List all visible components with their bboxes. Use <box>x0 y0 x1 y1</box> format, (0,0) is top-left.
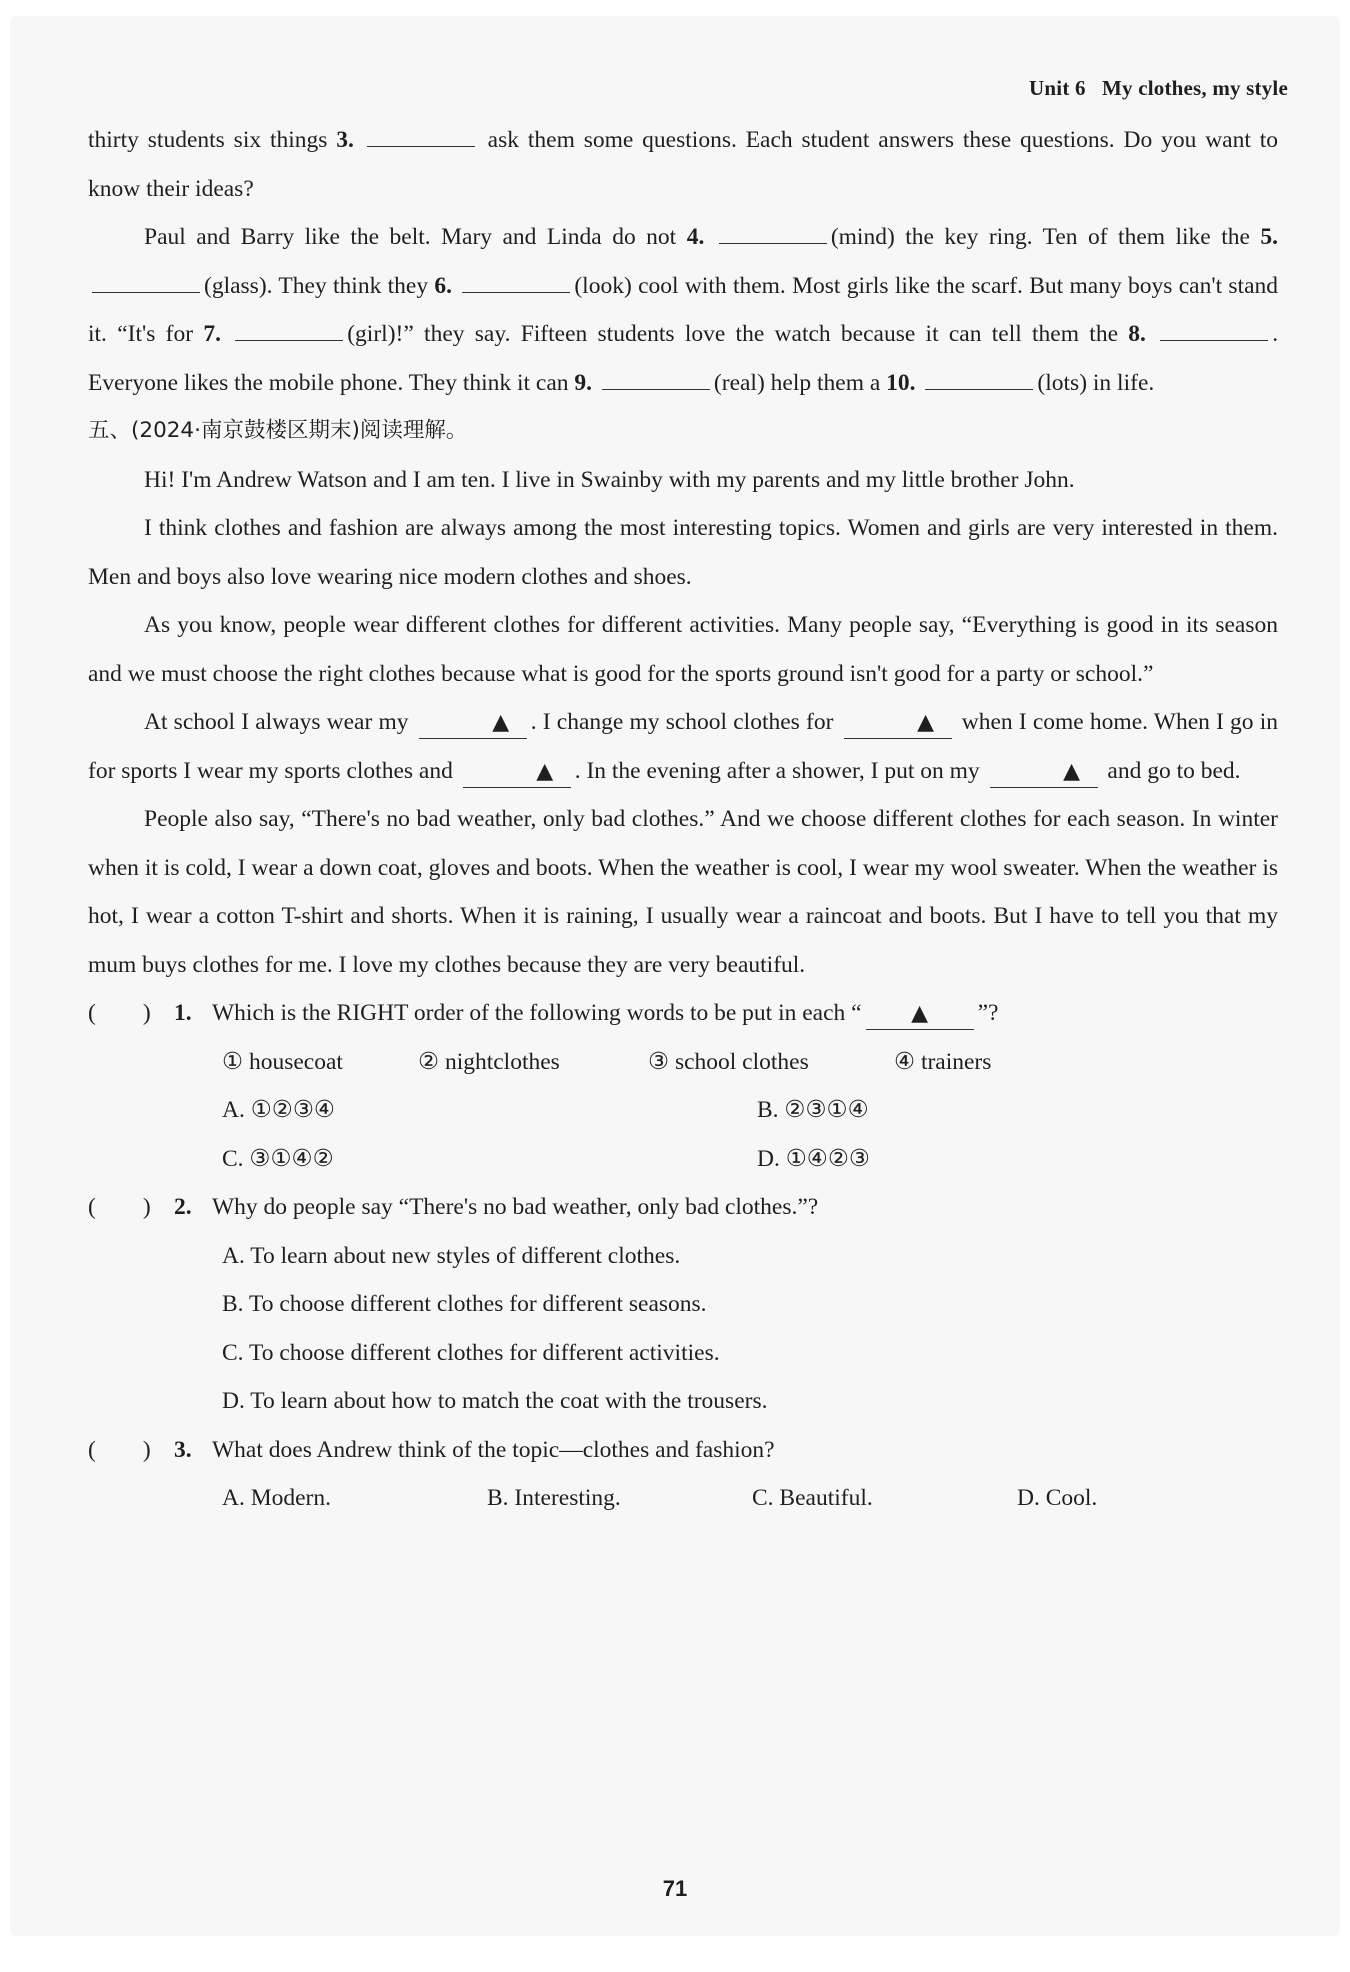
word-item: ① housecoat <box>222 1048 343 1075</box>
cloze-text: (girl)!” they say. Fifteen students love the watch because it can tell them the <box>347 321 1118 347</box>
answer-blank-4[interactable] <box>719 219 827 244</box>
reading-paragraph-5: People also say, “There's no bad weather, only bad clothes.” And we choose different clothes for each season. In winter when it is cold, I wear a down coat, gloves and boots. When the weather is cool, I wear my wool sweater. When the weather is hot, I wear a cotton T-shirt and shorts. When it is raining, I usually wear a raincoat and boots. But I have to tell you that my mum buys clothes for me. I love my clothes because they are very beautiful. <box>88 806 1278 978</box>
question-stem-end: ”? <box>977 1000 999 1026</box>
cloze-text: (lots) in life. <box>1037 369 1155 396</box>
reading-paragraph-3: As you know, people wear different clothes for different activities. Many people say, “Everything is good in its season and we must choose the right clothes because what is good for the sports ground isn't good for a party or school.” <box>88 612 1278 687</box>
unit-label: Unit 6 <box>1029 76 1086 100</box>
cloze-text: thirty students six things <box>88 127 328 153</box>
reading-text: and go to bed. <box>1107 757 1241 784</box>
blank-number: 10. <box>886 369 916 396</box>
option-b[interactable]: B. ②③①④ <box>757 1097 869 1123</box>
worksheet-page <box>10 16 1340 1936</box>
option-c[interactable]: C. To choose different clothes for different activities. <box>222 1339 720 1366</box>
option-a[interactable]: A. To learn about new styles of different clothes. <box>222 1242 681 1269</box>
cloze-text: . Everyone likes the mobile phone. They think it can <box>88 321 1279 396</box>
blank-number: 3. <box>336 127 354 153</box>
page-content <box>88 116 1278 1523</box>
answer-blank-3[interactable] <box>367 122 475 147</box>
question-1-words <box>88 1038 1278 1184</box>
answer-blank-7[interactable] <box>235 316 343 341</box>
answer-blank-6[interactable] <box>462 268 570 293</box>
option-a[interactable]: A. ①②③④ <box>222 1097 335 1123</box>
answer-paren[interactable]: ( ) <box>88 1000 151 1026</box>
blank-number: 7. <box>203 321 221 347</box>
running-header <box>1029 76 1288 101</box>
reading-paragraph-2: I think clothes and fashion are always among the most interesting topics. Women and girls are very interested in them. Men and boys also love wearing nice modern clothes and shoes. <box>88 515 1278 590</box>
cloze-text: Paul and Barry like the belt. Mary and Linda do not <box>144 224 677 250</box>
reading-paragraph-1: Hi! I'm Andrew Watson and I am ten. I live in Swainby with my parents and my little brother John. <box>144 466 1075 493</box>
triangle-icon: ▲ <box>536 758 554 784</box>
option-d[interactable]: D. ①④②③ <box>757 1145 870 1172</box>
triangle-icon: ▲ <box>911 1001 929 1026</box>
question-number: 3. <box>174 1436 192 1463</box>
word-item: ② nightclothes <box>418 1048 560 1075</box>
answer-blank-9[interactable] <box>602 365 710 390</box>
question-3 <box>88 1426 1278 1475</box>
blank-number: 9. <box>574 369 593 396</box>
question-number: 2. <box>174 1194 192 1220</box>
reading-paragraph-4 <box>88 698 1278 795</box>
answer-paren[interactable]: ( ) <box>88 1436 151 1463</box>
answer-paren[interactable]: ( ) <box>88 1194 151 1220</box>
page-number: 71 <box>662 1876 688 1901</box>
question-number: 1. <box>174 1000 192 1026</box>
triangle-icon: ▲ <box>1063 758 1080 784</box>
word-item: ③ school clothes <box>648 1048 809 1075</box>
triangle-blank <box>866 998 974 1030</box>
triangle-blank-2 <box>844 707 952 739</box>
reading-text: . I change my school clothes for <box>530 709 834 735</box>
question-stem: Which is the RIGHT order of the following words to be put in each “ <box>212 1000 862 1026</box>
section-heading: 五、(2024·南京鼓楼区期末)阅读理解。 <box>88 418 468 443</box>
option-d[interactable]: D. Cool. <box>1017 1485 1098 1511</box>
triangle-blank-1 <box>419 707 527 739</box>
triangle-icon: ▲ <box>917 710 935 735</box>
cloze-paragraph-2 <box>88 213 1278 407</box>
blank-number: 5. <box>1260 224 1279 250</box>
reading-text: . In the evening after a shower, I put on my <box>574 757 980 784</box>
reading-text: when I come home. When I go in for sports I wear my sports clothes and <box>88 709 1279 784</box>
option-b[interactable]: B. To choose different clothes for different seasons. <box>222 1291 707 1317</box>
question-2 <box>88 1183 1278 1232</box>
blank-number: 6. <box>434 272 453 299</box>
word-item: ④ trainers <box>894 1048 992 1075</box>
cloze-text: ask them some questions. Each student answers these questions. Do you want to know their ideas? <box>88 127 1279 202</box>
option-d[interactable]: D. To learn about how to match the coat with the trousers. <box>222 1388 768 1414</box>
option-c[interactable]: C. ③①④② <box>222 1145 334 1172</box>
cloze-text: (glass). They think they <box>204 272 429 299</box>
question-text <box>212 989 1278 1038</box>
reading-text: At school I always wear my <box>144 709 409 735</box>
triangle-blank-3 <box>463 756 571 788</box>
question-2-options <box>88 1232 1278 1426</box>
cloze-paragraph-1 <box>88 116 1278 213</box>
answer-blank-5[interactable] <box>92 268 200 293</box>
unit-title: My clothes, my style <box>1102 76 1288 100</box>
answer-blank-8[interactable] <box>1160 316 1268 341</box>
question-3-options <box>88 1474 1278 1523</box>
question-text: What does Andrew think of the topic—clothes and fashion? <box>212 1436 775 1463</box>
triangle-blank-4 <box>990 756 1098 788</box>
option-b[interactable]: B. Interesting. <box>487 1485 621 1511</box>
triangle-icon: ▲ <box>492 710 510 735</box>
question-text: Why do people say “There's no bad weather, only bad clothes.”? <box>212 1194 819 1220</box>
answer-blank-10[interactable] <box>925 365 1033 390</box>
blank-number: 4. <box>686 224 705 250</box>
option-c[interactable]: C. Beautiful. <box>752 1485 873 1511</box>
option-a[interactable]: A. Modern. <box>222 1485 331 1511</box>
cloze-text: (look) cool with them. Most girls like the scarf. But many boys can't stand it. “It's for <box>88 272 1279 347</box>
blank-number: 8. <box>1128 321 1146 347</box>
question-1 <box>88 989 1278 1038</box>
cloze-text: (real) help them a <box>713 369 881 396</box>
cloze-text: (mind) the key ring. Ten of them like the <box>830 224 1250 250</box>
